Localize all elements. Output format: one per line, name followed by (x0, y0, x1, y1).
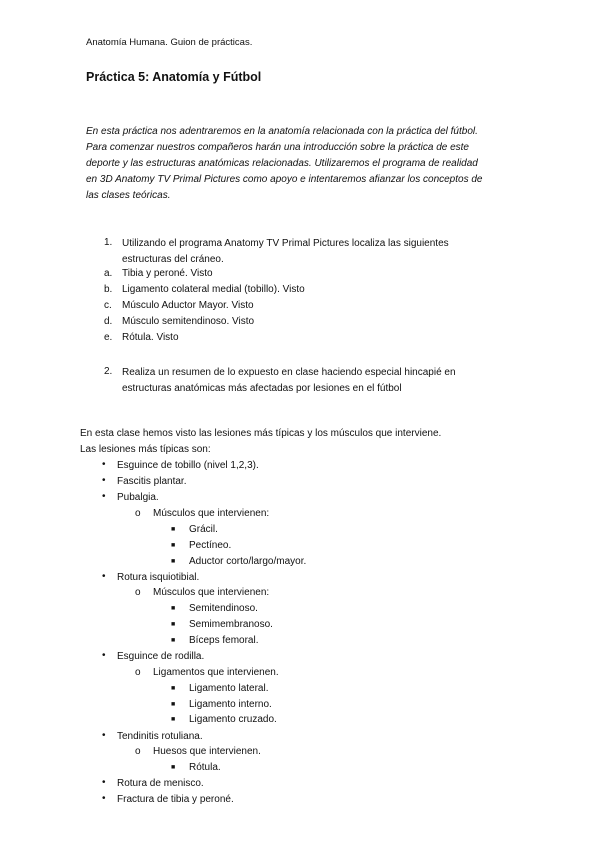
structure-item: Bíceps femoral. (189, 635, 259, 646)
injury-item: Rotura de menisco. (117, 778, 204, 789)
structure-item: Pectíneo. (189, 540, 232, 551)
task-1-item-letter: e. (104, 332, 113, 343)
task-1-item: Músculo Aductor Mayor. Visto (122, 300, 254, 311)
structure-item: Grácil. (189, 524, 218, 535)
structure-item: Semimembranoso. (189, 619, 273, 630)
structure-item: Ligamento interno. (189, 699, 272, 710)
bullet-dot: • (102, 777, 106, 788)
square-bullet: ■ (171, 542, 176, 549)
sub-heading: Músculos que intervienen: (153, 587, 270, 598)
injury-item: Esguince de tobillo (nivel 1,2,3). (117, 460, 259, 471)
task-1-item-letter: b. (104, 284, 113, 295)
page-header: Anatomía Humana. Guion de prácticas. (86, 37, 253, 48)
task-1-text (122, 236, 492, 268)
bullet-dot: • (102, 650, 106, 661)
injury-item: Pubalgia. (117, 492, 159, 503)
summary-intro-line: En esta clase hemos visto las lesiones más típicas y los músculos que interviene. (80, 428, 442, 439)
task-2-number: 2. (104, 366, 113, 377)
injury-item: Tendinitis rotuliana. (117, 731, 203, 742)
intro-paragraph (86, 124, 522, 204)
square-bullet: ■ (171, 621, 176, 628)
task-1-item-letter: a. (104, 268, 113, 279)
bullet-dot: • (102, 491, 106, 502)
injury-item: Fractura de tibia y peroné. (117, 794, 234, 805)
task-1-item: Rótula. Visto (122, 332, 179, 343)
intro-line: en 3D Anatomy TV Primal Pictures como apoyo e intentaremos afianzar los conceptos de (86, 174, 483, 185)
circle-bullet: o (135, 508, 141, 519)
structure-item: Ligamento cruzado. (189, 714, 277, 725)
square-bullet: ■ (171, 764, 176, 771)
structure-item: Aductor corto/largo/mayor. (189, 556, 307, 567)
bullet-dot: • (102, 793, 106, 804)
square-bullet: ■ (171, 605, 176, 612)
bullet-dot: • (102, 571, 106, 582)
intro-line: En esta práctica nos adentraremos en la anatomía relacionada con la práctica del fútbol. (86, 126, 478, 137)
task-1-item: Músculo semitendinoso. Visto (122, 316, 255, 327)
square-bullet: ■ (171, 637, 176, 644)
intro-line: Para comenzar nuestros compañeros harán una introducción sobre la práctica de este (86, 142, 469, 153)
structure-item: Rótula. (189, 762, 221, 773)
task-1-line: Utilizando el programa Anatomy TV Primal Pictures localiza las siguientes (122, 238, 449, 249)
injury-item: Esguince de rodilla. (117, 651, 205, 662)
task-1-number: 1. (104, 237, 113, 248)
structure-item: Semitendinoso. (189, 603, 258, 614)
circle-bullet: o (135, 587, 141, 598)
task-1-line: estructuras del cráneo. (122, 254, 224, 265)
square-bullet: ■ (171, 685, 176, 692)
task-2-line: estructuras anatómicas más afectadas por lesiones en el fútbol (122, 383, 402, 394)
square-bullet: ■ (171, 701, 176, 708)
task-1-item: Tibia y peroné. Visto (122, 268, 213, 279)
bullet-dot: • (102, 475, 106, 486)
structure-item: Ligamento lateral. (189, 683, 269, 694)
injury-item: Fascitis plantar. (117, 476, 187, 487)
square-bullet: ■ (171, 716, 176, 723)
injury-item: Rotura isquiotibial. (117, 572, 200, 583)
summary-list-heading: Las lesiones más típicas son: (80, 444, 211, 455)
bullet-dot: • (102, 730, 106, 741)
circle-bullet: o (135, 746, 141, 757)
intro-line: las clases teóricas. (86, 190, 171, 201)
bullet-dot: • (102, 459, 106, 470)
sub-heading: Músculos que intervienen: (153, 508, 270, 519)
square-bullet: ■ (171, 558, 176, 565)
circle-bullet: o (135, 667, 141, 678)
task-2-text (122, 365, 492, 397)
page-title: Práctica 5: Anatomía y Fútbol (86, 70, 262, 84)
intro-line: deporte y las estructuras anatómicas relacionadas. Utilizaremos el programa de realidad (86, 158, 478, 169)
sub-heading: Huesos que intervienen. (153, 746, 261, 757)
task-1-item: Ligamento colateral medial (tobillo). Visto (122, 284, 305, 295)
square-bullet: ■ (171, 526, 176, 533)
task-1-item-letter: d. (104, 316, 113, 327)
task-2-line: Realiza un resumen de lo expuesto en clase haciendo especial hincapié en (122, 367, 456, 378)
sub-heading: Ligamentos que intervienen. (153, 667, 279, 678)
task-1-item-letter: c. (104, 300, 112, 311)
